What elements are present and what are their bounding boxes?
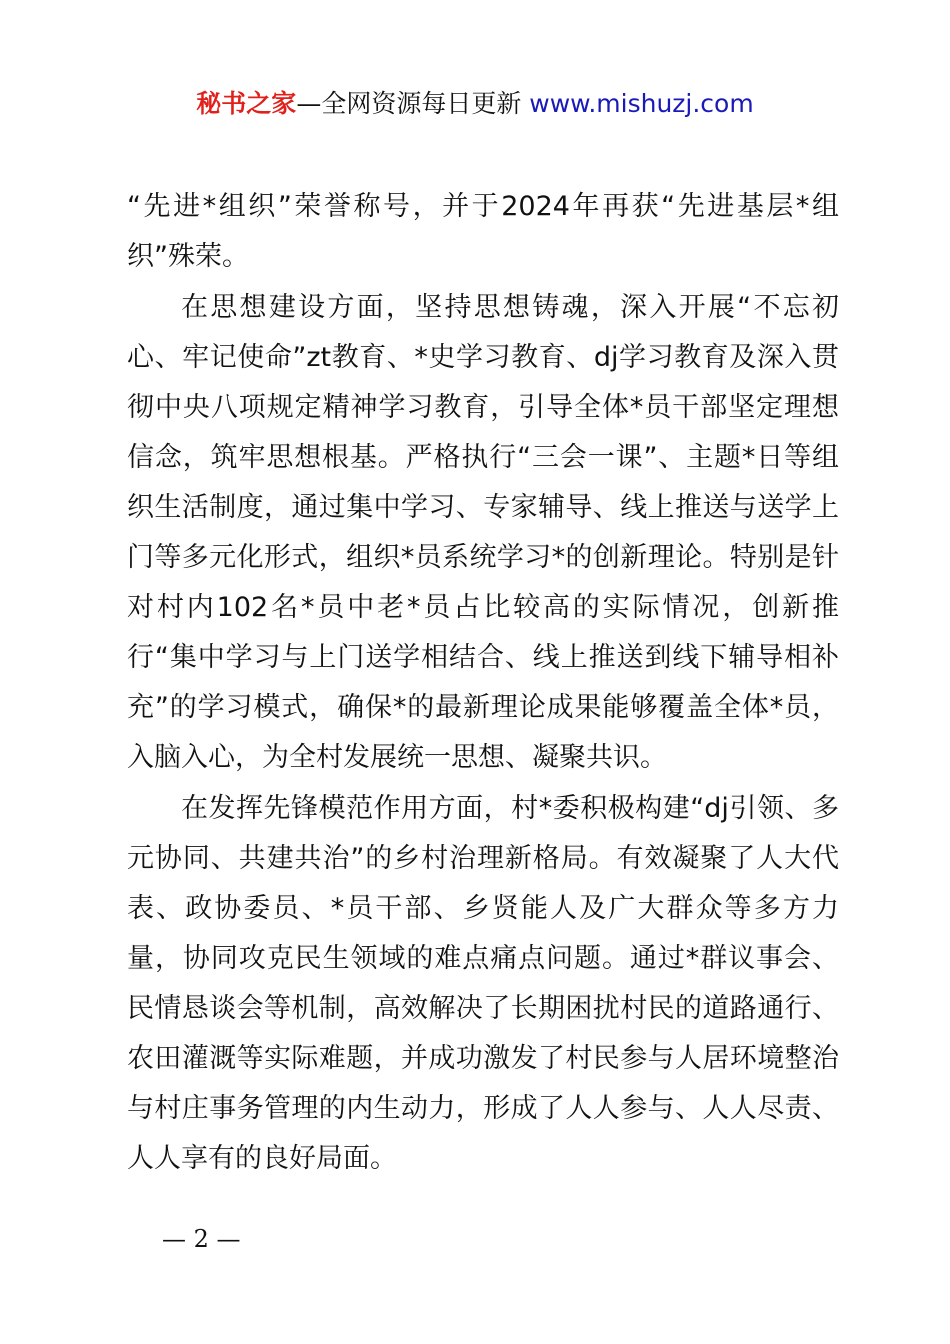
paragraph-vanguard: 在发挥先锋模范作用方面，村*委积极构建“dj引领、多元协同、共建共治”的乡村治理新格局。有效凝聚了人大代表、政协委员、*员干部、乡贤能人及广大群众等多方力量，协同攻克民生领域的难点痛点问题。通过*群议事会、民情恳谈会等机制，高效解决了长期困扰村民的道路通行、农田灌溉等实际难题，并成功激发了村民参与人居环境整治与村庄事务管理的内生动力，形成了人人参与、人人尽责、人人享有的良好局面。 (127, 793, 839, 1174)
paragraph-continuation: “先进*组织”荣誉称号，并于2024年再获“先进基层*组织”殊荣。 (127, 191, 839, 272)
document-body (127, 182, 839, 1185)
paragraph-ideology: 在思想建设方面，坚持思想铸魂，深入开展“不忘初心、牢记使命”zt教育、*史学习教育、dj学习教育及深入贯彻中央八项规定精神学习教育，引导全体*员干部坚定理想信念，筑牢思想根基。严格执行“三会一课”、主题*日等组织生活制度，通过集中学习、专家辅导、线上推送与送学上门等多元化形式，组织*员系统学习*的创新理论。特别是针对村内102名*员中老*员占比较高的实际情况，创新推行“集中学习与上门送学相结合、线上推送到线下辅导相补充”的学习模式，确保*的最新理论成果能够覆盖全体*员，入脑入心，为全村发展统一思想、凝聚共识。 (127, 292, 839, 773)
page-number: — 2 — (162, 1225, 241, 1253)
site-url-link[interactable]: www.mishuzj.com (529, 89, 754, 118)
site-header (0, 86, 950, 122)
site-brand: 秘书之家 (196, 89, 297, 118)
site-tagline: —全网资源每日更新 (296, 89, 522, 118)
